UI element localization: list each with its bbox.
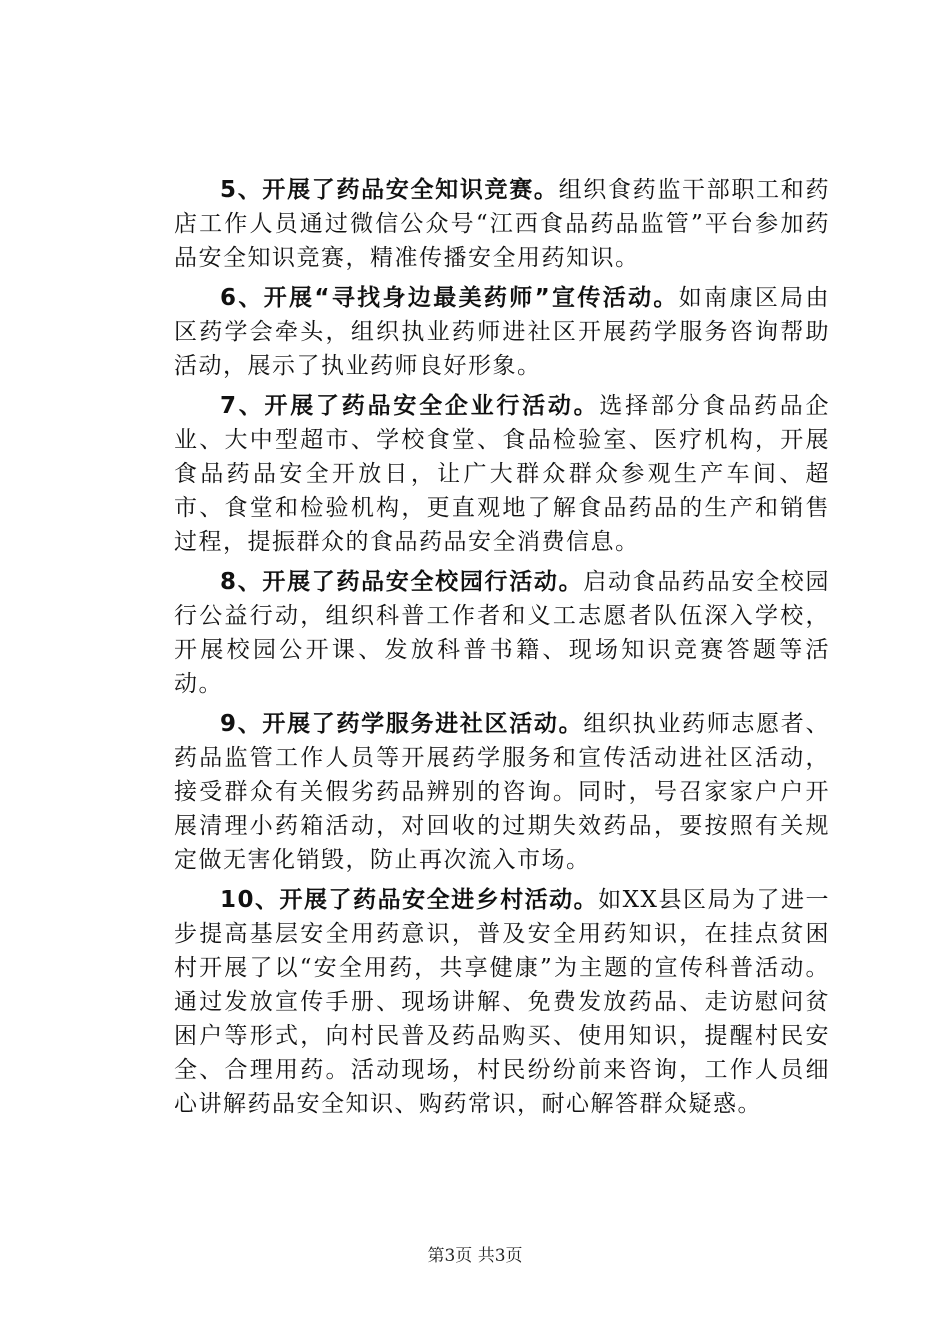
paragraph-8 xyxy=(174,565,830,701)
paragraph-5 xyxy=(174,173,830,275)
paragraph-8-text: 启动食品药品安全校园行公益行动，组织科普工作者和义工志愿者队伍深入学校，开展校园公开课、发放科普书籍、现场知识竞赛答题等活动。 xyxy=(174,569,830,697)
paragraph-9-text: 组织执业药师志愿者、药品监管工作人员等开展药学服务和宣传活动进社区活动，接受群众有关假劣药品辨别的咨询。同时，号召家家户户开展清理小药箱活动，对回收的过期失效药品，要按照有关规定做无害化销毁，防止再次流入市场。 xyxy=(174,711,830,873)
paragraph-10 xyxy=(174,883,830,1121)
paragraph-5-heading: 5、开展了药品安全知识竞赛。 xyxy=(220,177,559,203)
paragraph-8-heading: 8、开展了药品安全校园行活动。 xyxy=(220,569,584,595)
paragraph-6 xyxy=(174,281,830,383)
page-number-footer: 第3页 共3页 xyxy=(427,1246,523,1266)
paragraph-6-heading: 6、开展“寻找身边最美药师”宣传活动。 xyxy=(220,285,679,311)
paragraph-9-heading: 9、开展了药学服务进社区活动。 xyxy=(220,711,584,737)
paragraph-7-text: 选择部分食品药品企业、大中型超市、学校食堂、食品检验室、医疗机构，开展食品药品安全开放日，让广大群众群众参观生产车间、超市、食堂和检验机构，更直观地了解食品药品的生产和销售过程，提振群众的食品药品安全消费信息。 xyxy=(174,393,830,555)
paragraph-5-text: 组织食药监干部职工和药店工作人员通过微信公众号“江西食品药品监管”平台参加药品安全知识竞赛，精准传播安全用药知识。 xyxy=(174,177,830,271)
paragraph-9 xyxy=(174,707,830,877)
paragraph-10-text: 如XX县区局为了进一步提高基层安全用药意识，普及安全用药知识，在挂点贫困村开展了以“安全用药，共享健康”为主题的宣传科普活动。通过发放宣传手册、现场讲解、免费发放药品、走访慰问贫困户等形式，向村民普及药品购买、使用知识，提醒村民安全、合理用药。活动现场，村民纷纷前来咨询，工作人员细心讲解药品安全知识、购药常识，耐心解答群众疑惑。 xyxy=(174,887,831,1117)
document-body xyxy=(174,173,830,1127)
paragraph-10-heading: 10、开展了药品安全进乡村活动。 xyxy=(220,887,599,913)
paragraph-7-heading: 7、开展了药品安全企业行活动。 xyxy=(220,393,600,419)
paragraph-6-text: 如南康区局由区药学会牵头，组织执业药师进社区开展药学服务咨询帮助活动，展示了执业药师良好形象。 xyxy=(174,285,830,379)
paragraph-7 xyxy=(174,389,830,559)
